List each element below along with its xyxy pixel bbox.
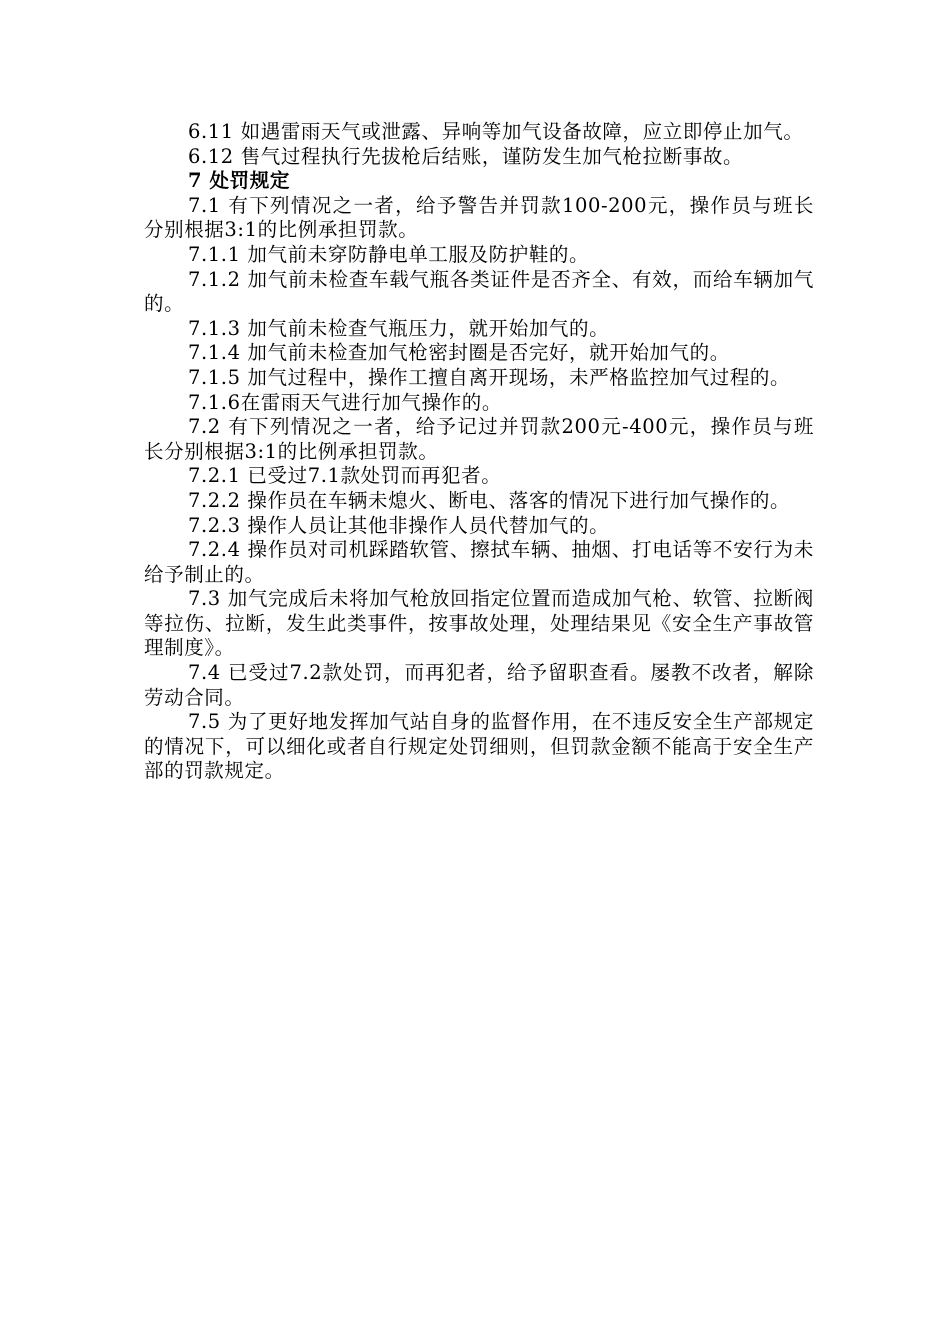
paragraph-7-2: 7.2 有下列情况之一者，给予记过并罚款200元-400元，操作员与班长分别根据3:1的比例承担罚款。 [144, 415, 814, 463]
paragraph-7-2-2: 7.2.2 操作员在车辆未熄火、断电、落客的情况下进行加气操作的。 [188, 488, 791, 512]
paragraph-6-11: 6.11 如遇雷雨天气或泄露、异响等加气设备故障，应立即停止加气。 [188, 120, 804, 143]
paragraph-7-1-5: 7.1.5 加气过程中，操作工擅自离开现场，未严格监控加气过程的。 [188, 365, 791, 389]
paragraph-7-2-4: 7.2.4 操作员对司机踩踏软管、擦拭车辆、抽烟、打电话等不安行为未给予制止的。 [144, 538, 814, 586]
paragraph-7-1-6: 7.1.6在雷雨天气进行加气操作的。 [188, 390, 502, 414]
section-heading-7: 7 处罚规定 [188, 169, 290, 193]
paragraph-6-12: 6.12 售气过程执行先拔枪后结账，谨防发生加气枪拉断事故。 [188, 144, 744, 168]
paragraph-7-1: 7.1 有下列情况之一者，给予警告并罚款100-200元，操作员与班长分别根据3:1的比例承担罚款。 [144, 193, 814, 242]
paragraph-7-1-1: 7.1.1 加气前未穿防静电单工服及防护鞋的。 [188, 242, 590, 266]
paragraph-7-5: 7.5 为了更好地发挥加气站自身的监督作用，在不违反安全生产部规定的情况下，可以细化或者自行规定处罚细则，但罚款金额不能高于安全生产部的罚款规定。 [144, 710, 814, 783]
document-page [144, 120, 814, 784]
paragraph-7-1-4: 7.1.4 加气前未检查加气枪密封圈是否完好，就开始加气的。 [188, 341, 730, 365]
paragraph-7-4: 7.4 已受过7.2款处罚，而再犯者，给予留职查看。屡教不改者，解除劳动合同。 [144, 661, 814, 709]
paragraph-7-2-3: 7.2.3 操作人员让其他非操作人员代替加气的。 [188, 513, 610, 537]
paragraph-7-3: 7.3 加气完成后未将加气枪放回指定位置而造成加气枪、软管、拉断阀等拉伤、拉断，发生此类事件，按事故处理，处理结果见《安全生产事故管理制度》。 [144, 587, 814, 660]
paragraph-7-2-1: 7.2.1 已受过7.1款处罚而再犯者。 [188, 464, 502, 488]
paragraph-7-1-2: 7.1.2 加气前未检查车载气瓶各类证件是否齐全、有效，而给车辆加气的。 [144, 267, 814, 316]
paragraph-7-1-3: 7.1.3 加气前未检查气瓶压力，就开始加气的。 [188, 316, 610, 340]
